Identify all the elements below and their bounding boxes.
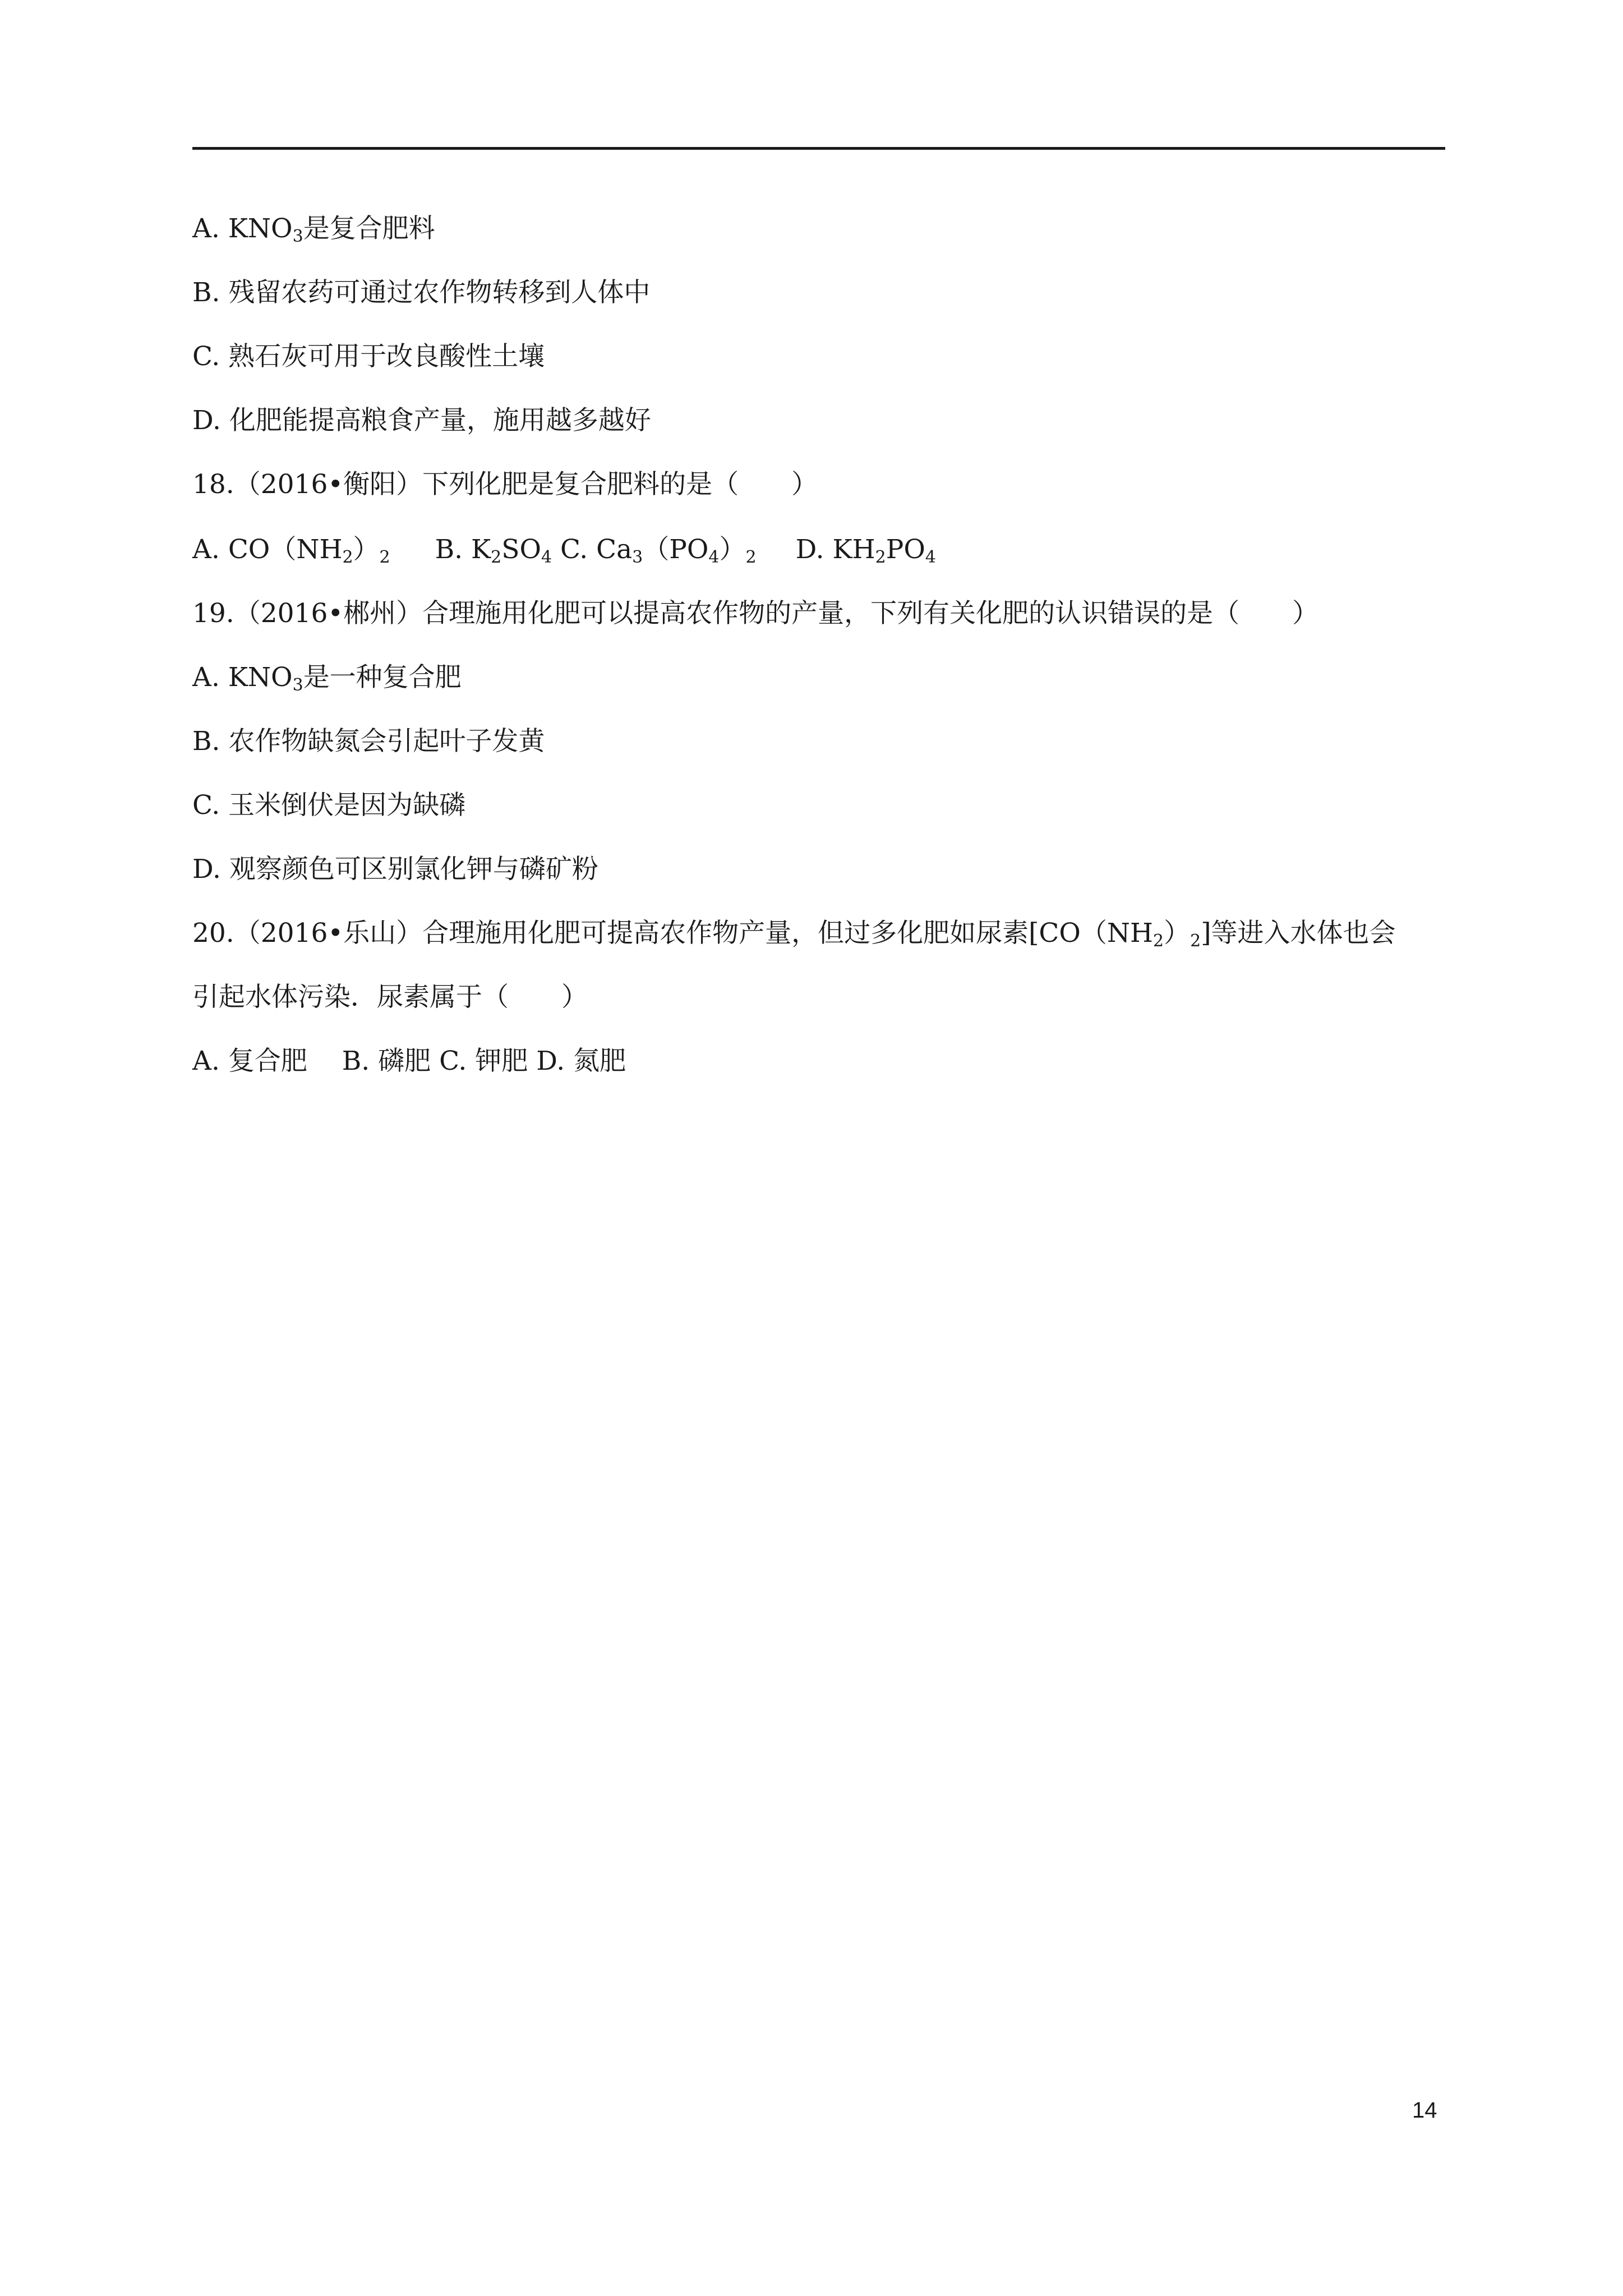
q20-options: A. 复合肥 B. 磷肥 C. 钾肥 D. 氮肥 [192, 1046, 626, 1076]
q19-stem: 19.（2016•郴州）合理施用化肥可以提高农作物的产量，下列有关化肥的认识错误的是（ ） [192, 598, 1319, 629]
q18-options: A. $CO(NH_2)_2$ B. $K_2SO_4$ C. $Ca_3(PO_4)_2$ D. $KH_2PO_4$ [192, 534, 936, 567]
q20-stem-line2: 引起水体污染．尿素属于（ ） [192, 982, 588, 1013]
header-rule [192, 147, 1445, 150]
q17-option-b: B. 残留农药可通过农作物转移到人体中 [192, 277, 651, 308]
q17-option-c: C. 熟石灰可用于改良酸性土壤 [192, 341, 545, 372]
q17-option-d: D. 化肥能提高粮食产量，施用越多越好 [192, 405, 651, 436]
q19-option-d: D. 观察颜色可区别氯化钾与磷矿粉 [192, 854, 598, 885]
q18-stem: 18.（2016•衡阳）下列化肥是复合肥料的是（ ） [192, 469, 818, 500]
page-number: 14 [1412, 2098, 1437, 2123]
q19-option-c: C. 玉米倒伏是因为缺磷 [192, 790, 466, 821]
q19-option-a: A. $KNO_3$是一种复合肥 [192, 662, 462, 695]
q19-option-b: B. 农作物缺氮会引起叶子发黄 [192, 726, 545, 757]
q20-stem-line1: 20.（2016•乐山）合理施用化肥可提高农作物产量，但过多化肥如尿素$[CO(NH_2)_2]$等进入水体也会 [192, 918, 1396, 951]
q17-option-a: A. $KNO_3$是复合肥料 [192, 213, 435, 246]
